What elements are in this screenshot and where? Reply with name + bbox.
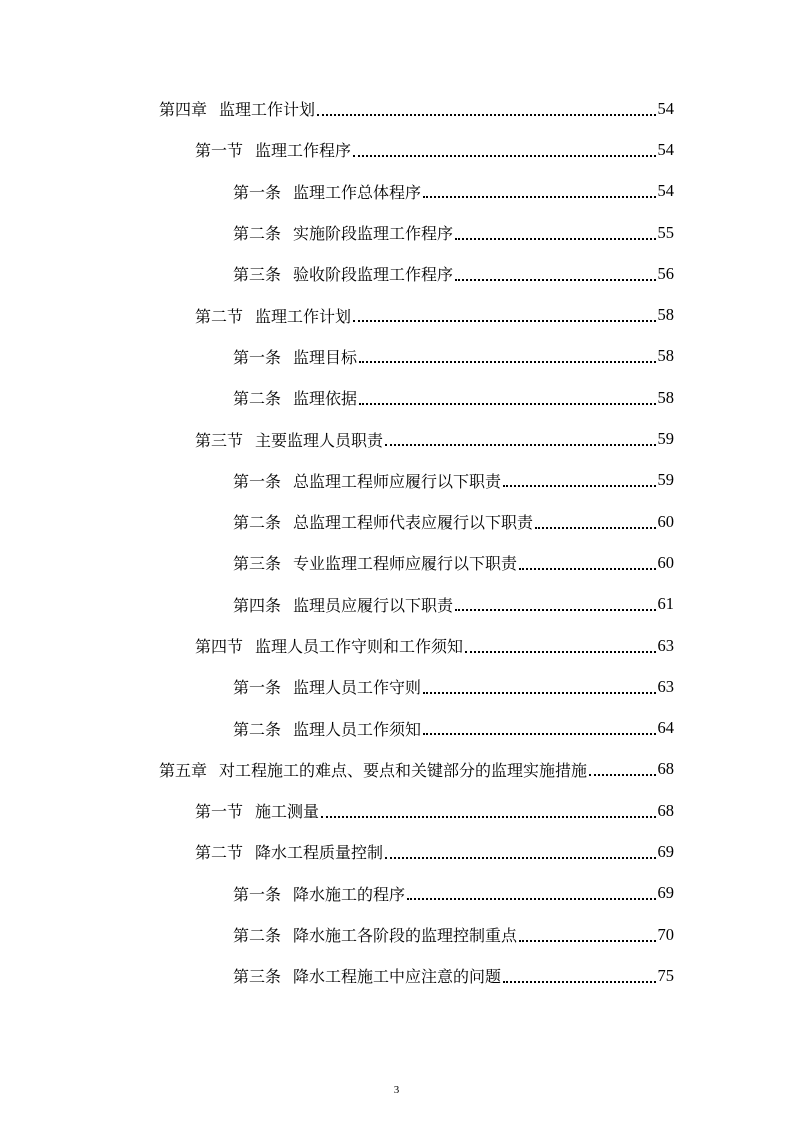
- toc-dot-leader: [423, 196, 655, 198]
- toc-entry-page: 69: [657, 841, 674, 861]
- toc-entry-label: 第二节: [195, 306, 244, 326]
- toc-dot-leader: [519, 940, 655, 942]
- toc-entry-label: 第一条: [233, 471, 282, 491]
- toc-entry-label: 第三节: [195, 430, 244, 450]
- toc-entry-label: 第二条: [233, 224, 282, 244]
- toc-entry-label: 第四章: [159, 100, 208, 120]
- toc-entry-page: 59: [657, 429, 674, 449]
- toc-entry-label: 第三条: [233, 554, 282, 574]
- toc-entry-article[interactable]: [0, 336, 793, 377]
- toc-entry-title: 监理依据: [293, 389, 358, 409]
- toc-entry-label: 第二条: [233, 513, 282, 533]
- toc-entry-title: 施工测量: [255, 802, 320, 822]
- toc-entry-page: 69: [657, 883, 674, 903]
- toc-entry-label: 第二节: [195, 843, 244, 863]
- toc-dot-leader: [503, 981, 655, 983]
- toc-entry-article[interactable]: [0, 460, 793, 501]
- toc-entry-page: 60: [657, 552, 674, 572]
- toc-entry-section[interactable]: [0, 625, 793, 666]
- toc-entry-page: 60: [657, 511, 674, 531]
- toc-entry-label: 第一节: [195, 802, 244, 822]
- toc-dot-leader: [321, 816, 655, 818]
- toc-entry-title: 监理工作总体程序: [293, 182, 422, 202]
- toc-entry-title: 监理人员工作须知: [293, 719, 422, 739]
- toc-entry-page: 68: [657, 759, 674, 779]
- toc-entry-title: 监理人员工作守则: [293, 678, 422, 698]
- toc-entry-article[interactable]: [0, 707, 793, 748]
- toc-entry-page: 58: [657, 346, 674, 366]
- toc-dot-leader: [455, 279, 655, 281]
- toc-entry-article[interactable]: [0, 955, 793, 996]
- toc-dot-leader: [455, 609, 655, 611]
- toc-entry-title: 降水工程质量控制: [255, 843, 384, 863]
- toc-entry-page: 70: [657, 924, 674, 944]
- toc-entry-chapter-5[interactable]: [0, 749, 793, 790]
- toc-entry-title: 实施阶段监理工作程序: [293, 224, 454, 244]
- toc-dot-leader: [519, 568, 655, 570]
- toc-dot-leader: [535, 527, 655, 529]
- toc-entry-article[interactable]: [0, 873, 793, 914]
- toc-dot-leader: [317, 114, 655, 116]
- toc-entry-article[interactable]: [0, 212, 793, 253]
- toc-dot-leader: [455, 238, 655, 240]
- toc-entry-label: 第一条: [233, 678, 282, 698]
- toc-entry-title: 专业监理工程师应履行以下职责: [293, 554, 518, 574]
- toc-dot-leader: [385, 444, 655, 446]
- toc-entry-label: 第二条: [233, 926, 282, 946]
- toc-entry-label: 第一条: [233, 347, 282, 367]
- toc-dot-leader: [589, 774, 655, 776]
- toc-entry-title: 降水施工的程序: [293, 884, 406, 904]
- toc-dot-leader: [353, 155, 655, 157]
- toc-entry-section[interactable]: [0, 418, 793, 459]
- toc-dot-leader: [359, 361, 655, 363]
- toc-entry-page: 55: [657, 222, 674, 242]
- toc-entry-title: 主要监理人员职责: [255, 430, 384, 450]
- toc-dot-leader: [465, 651, 655, 653]
- toc-entry-section[interactable]: [0, 831, 793, 872]
- toc-entry-title: 监理目标: [293, 347, 358, 367]
- toc-dot-leader: [353, 320, 655, 322]
- toc-entry-label: 第二条: [233, 389, 282, 409]
- toc-entry-label: 第一条: [233, 884, 282, 904]
- toc-dot-leader: [503, 485, 655, 487]
- toc-entry-article[interactable]: [0, 377, 793, 418]
- toc-entry-page: 58: [657, 387, 674, 407]
- toc-entry-label: 第四节: [195, 637, 244, 656]
- toc-entry-label: 第一节: [195, 141, 244, 161]
- toc-dot-leader: [359, 403, 655, 405]
- toc-entry-page: 63: [657, 676, 674, 696]
- toc-entry-section[interactable]: [0, 294, 793, 335]
- toc-dot-leader: [423, 733, 655, 735]
- toc-entry-article[interactable]: [0, 666, 793, 707]
- toc-dot-leader: [423, 692, 655, 694]
- toc-entry-title: 降水工程施工中应注意的问题: [293, 967, 502, 987]
- toc-entry-title: 监理工作计划: [219, 100, 316, 120]
- toc-entry-page: 58: [657, 305, 674, 325]
- toc-entry-page: 63: [657, 635, 674, 655]
- toc-entry-page: 68: [657, 800, 674, 820]
- page-number: 3: [393, 1084, 400, 1096]
- toc-entry-section[interactable]: [0, 790, 793, 831]
- toc-entry-label: 第三条: [233, 967, 282, 987]
- toc-entry-label: 第一条: [233, 182, 282, 202]
- toc-entry-article[interactable]: [0, 171, 793, 212]
- toc-entry-article[interactable]: [0, 584, 793, 625]
- toc-entry-article[interactable]: [0, 253, 793, 294]
- toc-entry-page: 54: [657, 139, 674, 159]
- toc-entry-title: 验收阶段监理工作程序: [293, 265, 454, 285]
- toc-entry-title: 监理员应履行以下职责: [293, 595, 454, 615]
- toc-entry-title: 降水施工各阶段的监理控制重点: [293, 926, 518, 946]
- toc-entry-page: 59: [657, 470, 674, 490]
- toc-entry-label: 第五章: [159, 760, 208, 780]
- toc-entry-page: 64: [657, 718, 674, 738]
- toc-entry-label: 第二条: [233, 719, 282, 739]
- toc-entry-label: 第四条: [233, 595, 282, 615]
- toc-entry-page: 54: [657, 181, 674, 201]
- toc-dot-leader: [407, 898, 655, 900]
- toc-entry-title: 监理人员工作守则和工作须知: [255, 637, 464, 656]
- toc-entry-article[interactable]: [0, 542, 793, 583]
- toc-entry-article[interactable]: [0, 501, 793, 542]
- toc-entry-article[interactable]: [0, 914, 793, 955]
- toc-entry-page: 61: [657, 594, 674, 614]
- toc-dot-leader: [385, 857, 655, 859]
- toc-entry-page: 56: [657, 263, 674, 283]
- toc-entry-label: 第三条: [233, 265, 282, 285]
- toc-entry-chapter-4[interactable]: [0, 88, 793, 129]
- toc-entry-section[interactable]: [0, 129, 793, 170]
- toc-entry-page: 75: [657, 965, 674, 985]
- toc-entry-title: 监理工作计划: [255, 306, 352, 326]
- toc-entry-title: 总监理工程师应履行以下职责: [293, 471, 502, 491]
- table-of-contents: [0, 88, 793, 997]
- toc-entry-page: 54: [657, 98, 674, 118]
- toc-entry-title: 总监理工程师代表应履行以下职责: [293, 513, 534, 533]
- toc-entry-title: 对工程施工的难点、要点和关键部分的监理实施措施: [219, 760, 588, 780]
- toc-entry-title: 监理工作程序: [255, 141, 352, 161]
